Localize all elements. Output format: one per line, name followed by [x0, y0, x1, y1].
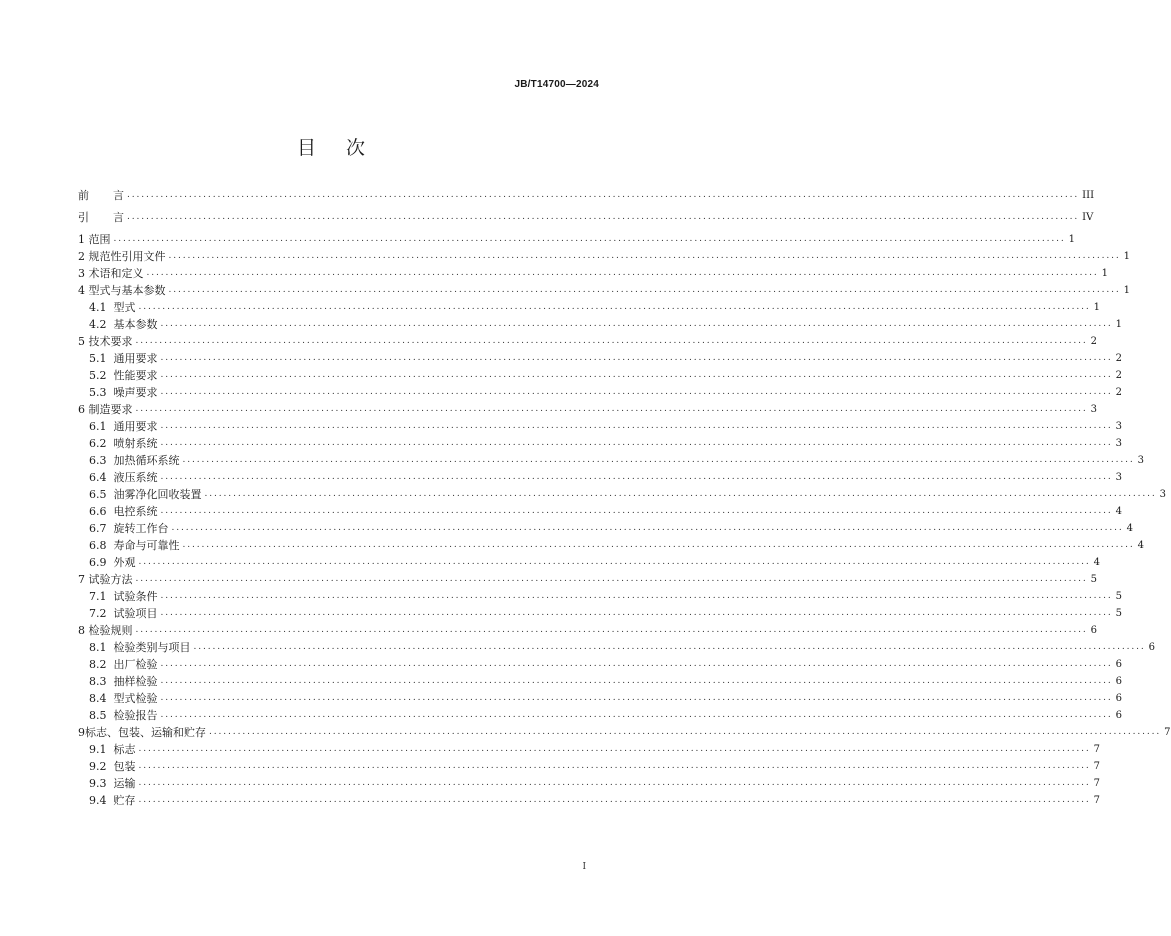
toc-entry-label-char: 前 [78, 189, 89, 202]
toc-entry-page: 7 [1164, 727, 1171, 738]
toc-entry-label: 6.3 加热循环系统 [89, 454, 180, 467]
toc-entry[interactable] [78, 202, 1094, 224]
toc-entry-label: 8.2 出厂检验 [89, 658, 158, 671]
toc-leader-dots: ........................................................................................................................................................................................................ [160, 693, 1113, 703]
toc-leader-dots: ........................................................................................................................................................................................................ [160, 387, 1113, 397]
toc-entry-page: 1 [1101, 268, 1109, 279]
toc-subentry[interactable] [78, 654, 1123, 671]
toc-entry-page: 5 [1115, 608, 1123, 619]
toc-leader-dots: ........................................................................................................................................................................................................ [127, 190, 1080, 200]
toc-subentry[interactable] [78, 671, 1123, 688]
toc-leader-dots: ........................................................................................................................................................................................................ [193, 642, 1146, 652]
toc-entry-label: 9.3 运输 [89, 777, 136, 790]
toc-entry-label: 7.1 试验条件 [89, 590, 158, 603]
toc-entry-page: 6 [1090, 625, 1098, 636]
toc-title-char-1: 目 [296, 137, 316, 159]
toc-leader-dots: ........................................................................................................................................................................................................ [160, 659, 1113, 669]
toc-subentry[interactable] [78, 484, 1167, 501]
toc-subentry[interactable] [78, 450, 1145, 467]
toc-leader-dots: ........................................................................................................................................................................................................ [160, 472, 1113, 482]
toc-subentry[interactable] [78, 739, 1101, 756]
toc-entry-page: 5 [1115, 591, 1123, 602]
toc-leader-dots: ........................................................................................................................................................................................................ [168, 251, 1121, 261]
toc-leader-dots: ........................................................................................................................................................................................................ [160, 591, 1113, 601]
toc-subentry[interactable] [78, 382, 1123, 399]
toc-leader-dots: ........................................................................................................................................................................................................ [138, 557, 1091, 567]
toc-entry-label: 6.6 电控系统 [89, 505, 158, 518]
toc-leader-dots: ........................................................................................................................................................................................................ [138, 778, 1091, 788]
toc-subentry[interactable] [78, 501, 1123, 518]
toc-entry[interactable] [78, 180, 1095, 202]
toc-entry-label: 8 检验规则 [78, 624, 133, 637]
toc-entry-label: 4.1 型式 [89, 301, 136, 314]
toc-entry-label: 6.1 通用要求 [89, 420, 158, 433]
toc-entry-page: 3 [1115, 472, 1123, 483]
toc-subentry[interactable] [78, 365, 1123, 382]
toc-title-char-2: 次 [346, 137, 366, 159]
toc-leader-dots: ........................................................................................................................................................................................................ [171, 523, 1124, 533]
toc-entry-label: 8.4 型式检验 [89, 692, 158, 705]
toc-entry-label: 6.9 外观 [89, 556, 136, 569]
toc-entry-page: 3 [1115, 438, 1123, 449]
toc-subentry[interactable] [78, 467, 1123, 484]
toc-entry-page: 7 [1093, 778, 1101, 789]
toc-entry-page: IV [1082, 212, 1094, 223]
toc-leader-dots: ........................................................................................................................................................................................................ [160, 608, 1113, 618]
toc-entry[interactable] [78, 722, 1171, 739]
toc-entry-label: 7.2 试验项目 [89, 607, 158, 620]
toc-entry-label: 1 范围 [78, 233, 111, 246]
toc-entry-page: 5 [1090, 574, 1098, 585]
toc-leader-dots: ........................................................................................................................................................................................................ [160, 676, 1113, 686]
toc-subentry[interactable] [78, 433, 1123, 450]
toc-entry-label [78, 211, 124, 224]
toc-entry-label: 4.2 基本参数 [89, 318, 158, 331]
toc-entry-label-char: 言 [113, 211, 124, 224]
toc-entry-page: 1 [1123, 251, 1131, 262]
toc-subentry[interactable] [78, 552, 1101, 569]
footer-page-number: I [582, 862, 586, 872]
toc-entry-label: 6.5 油雾净化回收装置 [89, 488, 202, 501]
toc-leader-dots: ........................................................................................................................................................................................................ [209, 727, 1162, 737]
toc-entry[interactable] [78, 280, 1131, 297]
toc-title [0, 133, 662, 160]
toc-subentry[interactable] [78, 416, 1123, 433]
toc-entry-page: 2 [1115, 370, 1123, 381]
toc-subentry[interactable] [78, 586, 1123, 603]
toc-entry-page: III [1082, 190, 1095, 201]
toc-leader-dots: ........................................................................................................................................................................................................ [160, 438, 1113, 448]
toc-entry-label: 9标志、包装、运输和贮存 [78, 726, 206, 739]
toc-entry-label: 3 术语和定义 [78, 267, 144, 280]
toc-leader-dots: ........................................................................................................................................................................................................ [160, 506, 1113, 516]
toc-entry-page: 1 [1093, 302, 1101, 313]
toc-subentry[interactable] [78, 314, 1123, 331]
toc-entry[interactable] [78, 331, 1098, 348]
toc-entry-label: 9.4 贮存 [89, 794, 136, 807]
toc-leader-dots: ........................................................................................................................................................................................................ [135, 336, 1088, 346]
toc-entry-label: 4 型式与基本参数 [78, 284, 166, 297]
toc-subentry[interactable] [78, 603, 1123, 620]
toc-leader-dots: ........................................................................................................................................................................................................ [182, 540, 1135, 550]
toc-entry-page: 4 [1115, 506, 1123, 517]
toc-leader-dots: ........................................................................................................................................................................................................ [160, 370, 1113, 380]
toc-entry-label: 8.5 检验报告 [89, 709, 158, 722]
toc-entry-page: 6 [1115, 676, 1123, 687]
toc-entry-label: 6.4 液压系统 [89, 471, 158, 484]
table-of-contents [78, 180, 1171, 807]
toc-subentry[interactable] [78, 348, 1123, 365]
toc-entry-label [78, 189, 124, 202]
toc-entry-label: 5.3 噪声要求 [89, 386, 158, 399]
toc-subentry[interactable] [78, 535, 1145, 552]
toc-leader-dots: ........................................................................................................................................................................................................ [138, 795, 1091, 805]
toc-entry-label: 7 试验方法 [78, 573, 133, 586]
toc-entry-page: 1 [1123, 285, 1131, 296]
toc-entry-page: 2 [1115, 353, 1123, 364]
toc-entry-page: 1 [1115, 319, 1123, 330]
toc-entry[interactable] [78, 569, 1098, 586]
toc-leader-dots: ........................................................................................................................................................................................................ [160, 421, 1113, 431]
toc-leader-dots: ........................................................................................................................................................................................................ [146, 268, 1099, 278]
toc-leader-dots: ........................................................................................................................................................................................................ [135, 625, 1088, 635]
toc-entry-page: 3 [1115, 421, 1123, 432]
toc-entry-label-char: 言 [113, 189, 124, 202]
toc-entry[interactable] [78, 246, 1131, 263]
toc-leader-dots: ........................................................................................................................................................................................................ [113, 234, 1066, 244]
toc-entry-label-char: 引 [78, 211, 89, 224]
toc-entry[interactable] [78, 229, 1076, 246]
toc-leader-dots: ........................................................................................................................................................................................................ [160, 319, 1113, 329]
toc-entry-page: 1 [1068, 234, 1076, 245]
toc-entry-page: 2 [1090, 336, 1098, 347]
toc-subentry[interactable] [78, 637, 1156, 654]
toc-entry-page: 6 [1115, 659, 1123, 670]
toc-leader-dots: ........................................................................................................................................................................................................ [182, 455, 1135, 465]
toc-subentry[interactable] [78, 756, 1101, 773]
toc-entry-page: 3 [1159, 489, 1167, 500]
toc-leader-dots: ........................................................................................................................................................................................................ [135, 574, 1088, 584]
toc-leader-dots: ........................................................................................................................................................................................................ [138, 744, 1091, 754]
toc-entry-label: 6 制造要求 [78, 403, 133, 416]
toc-leader-dots: ........................................................................................................................................................................................................ [127, 212, 1080, 222]
toc-entry-label: 8.1 检验类别与项目 [89, 641, 191, 654]
toc-subentry[interactable] [78, 688, 1123, 705]
standard-code: JB/T14700—2024 [514, 79, 599, 90]
toc-subentry[interactable] [78, 773, 1101, 790]
toc-leader-dots: ........................................................................................................................................................................................................ [168, 285, 1121, 295]
toc-entry-label: 5.2 性能要求 [89, 369, 158, 382]
toc-entry-label: 6.2 喷射系统 [89, 437, 158, 450]
toc-entry-label: 6.7 旋转工作台 [89, 522, 169, 535]
toc-leader-dots: ........................................................................................................................................................................................................ [138, 302, 1091, 312]
toc-entry-page: 6 [1115, 710, 1123, 721]
toc-entry-label: 8.3 抽样检验 [89, 675, 158, 688]
toc-entry-page: 7 [1093, 795, 1101, 806]
toc-entry-page: 7 [1093, 744, 1101, 755]
toc-entry-label: 9.2 包装 [89, 760, 136, 773]
toc-subentry[interactable] [78, 705, 1123, 722]
toc-subentry[interactable] [78, 297, 1101, 314]
toc-entry[interactable] [78, 263, 1109, 280]
toc-entry-page: 4 [1093, 557, 1101, 568]
toc-leader-dots: ........................................................................................................................................................................................................ [160, 710, 1113, 720]
toc-entry-page: 2 [1115, 387, 1123, 398]
toc-entry-label: 6.8 寿命与可靠性 [89, 539, 180, 552]
toc-entry-page: 6 [1115, 693, 1123, 704]
toc-subentry[interactable] [78, 518, 1134, 535]
toc-entry-page: 7 [1093, 761, 1101, 772]
toc-entry-page: 6 [1148, 642, 1156, 653]
toc-entry-label: 9.1 标志 [89, 743, 136, 756]
toc-leader-dots: ........................................................................................................................................................................................................ [135, 404, 1088, 414]
toc-entry-label: 2 规范性引用文件 [78, 250, 166, 263]
toc-entry-page: 4 [1137, 540, 1145, 551]
toc-leader-dots: ........................................................................................................................................................................................................ [160, 353, 1113, 363]
toc-entry-page: 4 [1126, 523, 1134, 534]
toc-leader-dots: ........................................................................................................................................................................................................ [138, 761, 1091, 771]
toc-entry-page: 3 [1137, 455, 1145, 466]
toc-subentry[interactable] [78, 790, 1101, 807]
toc-entry[interactable] [78, 399, 1098, 416]
toc-leader-dots: ........................................................................................................................................................................................................ [204, 489, 1157, 499]
toc-entry-label: 5.1 通用要求 [89, 352, 158, 365]
toc-entry-label: 5 技术要求 [78, 335, 133, 348]
toc-entry-page: 3 [1090, 404, 1098, 415]
toc-entry[interactable] [78, 620, 1098, 637]
